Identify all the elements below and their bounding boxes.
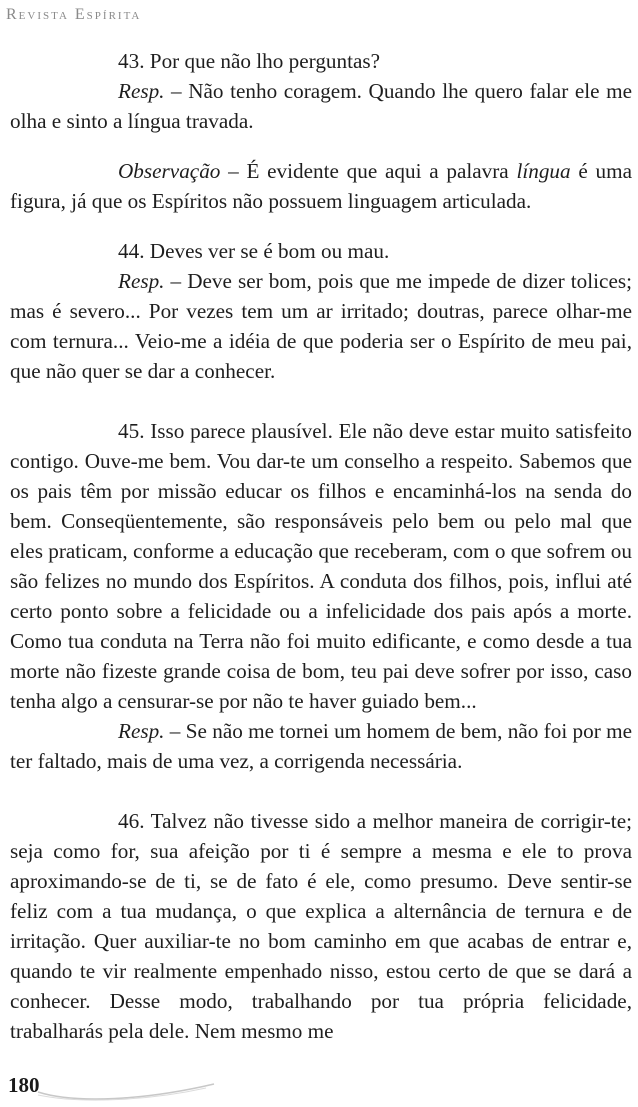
paragraph-gap xyxy=(10,386,632,416)
paragraph-gap xyxy=(10,216,632,236)
page-number: 180 xyxy=(8,1073,40,1097)
page-number-swoosh-ornament xyxy=(36,1078,216,1104)
page-body xyxy=(10,46,632,1046)
question-45: 45. Isso parece plausível. Ele não deve estar muito satisfeito contigo. Ouve-me bem. Vou dar-te um conselho a respeito. Sabemos que os pais têm por missão educar os filhos e encaminhá-los na senda do bem. Conseqüentemente, são responsáveis pelo bem ou pelo mal que eles praticam, conforme a educação que receberam, com o que sofrem ou são felizes no mundo dos Espíritos. A conduta dos filhos, pois, influi até certo ponto sobre a felicidade ou a infelicidade dos pais após a morte. Como tua conduta na Terra não foi muito edificante, e como desde a tua morte não fizeste grande coisa de bom, teu pai deve sofrer por isso, caso tenha algo a censurar-se por não te haver guiado bem... xyxy=(10,419,632,713)
question-43: 43. Por que não lho perguntas? xyxy=(118,49,381,73)
observation-text-end: é uma figura, já que os Espíritos não possuem linguagem articulada. xyxy=(10,159,632,213)
question-44: 44. Deves ver se é bom ou mau. xyxy=(118,239,390,263)
answer-text: – Deve ser bom, pois que me impede de dizer tolices; mas é severo... Por vezes tem um ar irritado; doutras, parece olhar-me com ternura... Veio-me a idéia de que poderia ser o Espírito de meu pai, que não quer se dar a conhecer. xyxy=(10,269,632,383)
answer-label: Resp. xyxy=(118,269,165,293)
observation-label: Observação xyxy=(118,159,221,183)
answer-text: – Não tenho coragem. Quando lhe quero falar ele me olha e sinto a língua travada. xyxy=(10,79,632,133)
running-head: Revista Espírita xyxy=(6,6,142,23)
answer-43 xyxy=(10,76,632,136)
observation-paragraph xyxy=(10,156,632,216)
answer-label: Resp. xyxy=(118,79,165,103)
question-46: 46. Talvez não tivesse sido a melhor maneira de corrigir-te; seja como for, sua afeição por ti é sempre a mesma e ele to prova aproximando-se de ti, se de fato é ele, como presumo. Deve sentir-se feliz com a tua mudança, o que explica a alternância de ternura e de irritação. Quer auxiliar-te no bom caminho em que acabas de entrar e, quando te vir realmente empenhado nisso, estou certo de que se dará a conhecer. Desse modo, trabalhando por tua própria felicidade, trabalharás pela dele. Nem mesmo me xyxy=(10,809,632,1043)
paragraph-gap xyxy=(10,776,632,806)
answer-45 xyxy=(10,716,632,776)
paragraph-gap xyxy=(10,136,632,156)
observation-emphasis: língua xyxy=(516,159,571,183)
answer-label: Resp. xyxy=(118,719,165,743)
observation-text: – É evidente que aqui a palavra xyxy=(220,159,517,183)
answer-text: – Se não me tornei um homem de bem, não foi por me ter faltado, mais de uma vez, a corrigenda necessária. xyxy=(10,719,632,773)
answer-44 xyxy=(10,266,632,386)
